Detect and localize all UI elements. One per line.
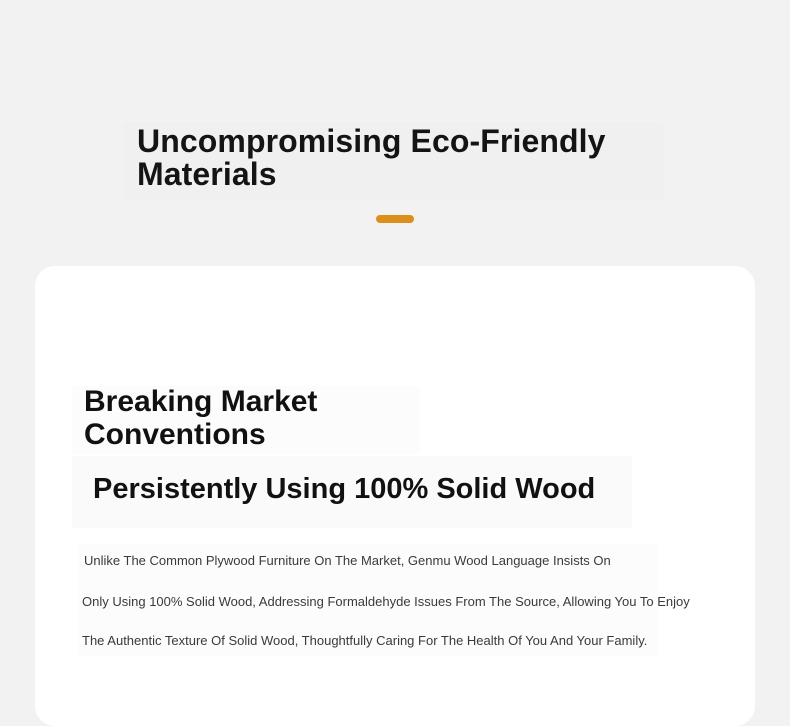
- card-title: Breaking Market Conventions: [84, 385, 318, 451]
- paragraph-line: Unlike The Common Plywood Furniture On The Market, Genmu Wood Language Insists On: [84, 553, 611, 568]
- title-accent-bar: [376, 215, 414, 223]
- section-title: Uncompromising Eco-Friendly Materials: [137, 123, 606, 192]
- paragraph-line: The Authentic Texture Of Solid Wood, Thoughtfully Caring For The Health Of You And Your Family.: [82, 633, 648, 648]
- card-subtitle: Persistently Using 100% Solid Wood: [93, 473, 596, 505]
- paragraph-line: Only Using 100% Solid Wood, Addressing Formaldehyde Issues From The Source, Allowing You To Enjoy: [82, 594, 690, 609]
